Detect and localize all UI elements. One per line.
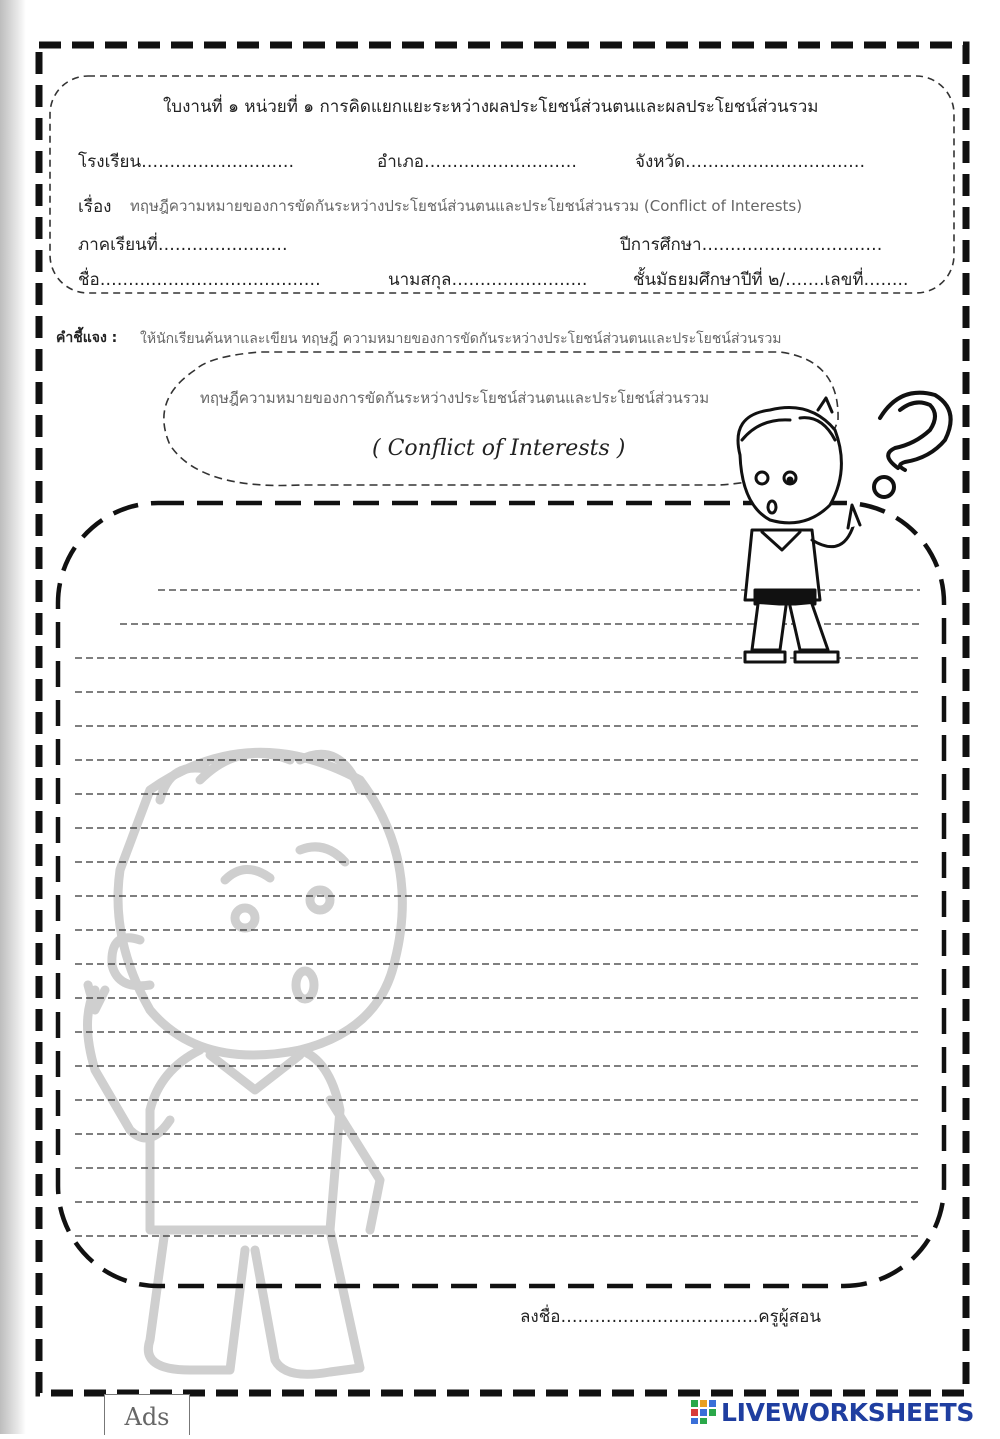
- background-boy-illustration: [88, 752, 403, 1374]
- thought-bubble: [164, 352, 838, 486]
- liveworksheets-brand: LIVEWORKSHEETS: [721, 1397, 975, 1427]
- liveworksheets-icon: [690, 1399, 718, 1425]
- topic-label: เรื่อง: [78, 197, 112, 217]
- bubble-text: ทฤษฎีความหมายของการขัดกันระหว่างประโยชน์ส่วนตนและประโยชน์ส่วนรวม: [200, 389, 710, 407]
- teacher-signature[interactable]: ลงชื่อ……………………………..ครูผู้สอน: [520, 1307, 821, 1327]
- topic-text: ทฤษฎีความหมายของการขัดกันระหว่างประโยชน์ส่วนตนและประโยชน์ส่วนรวม (Conflict of Interests): [130, 197, 803, 215]
- bubble-subtitle: ( Conflict of Interests ): [372, 436, 626, 461]
- district-field[interactable]: อำเภอ………………………: [377, 152, 577, 172]
- instruction-text: ให้นักเรียนค้นหาและเขียน ทฤษฎี ความหมายของการขัดกันระหว่างประโยชน์ส่วนตนและประโยชน์ส่วนรวม: [140, 331, 782, 347]
- academic-year-field[interactable]: ปีการศึกษา………………..…………: [620, 235, 883, 255]
- name-field[interactable]: ชื่อ…………………………………: [78, 270, 321, 290]
- grade-number-field[interactable]: ชั้นมัธยมศึกษาปีที่ ๒/…….เลขที่……..: [633, 270, 909, 290]
- writing-lines: [75, 590, 920, 1236]
- semester-field[interactable]: ภาคเรียนที่………………..…: [78, 235, 288, 255]
- worksheet-title: ใบงานที่ ๑ หน่วยที่ ๑ การคิดแยกแยะระหว่างผลประโยชน์ส่วนตนและผลประโยชน์ส่วนรวม: [163, 97, 819, 117]
- surname-field[interactable]: นามสกุล……………………: [388, 270, 588, 290]
- boy-illustration: [738, 398, 860, 662]
- school-field[interactable]: โรงเรียน………………………: [78, 152, 295, 172]
- question-mark-illustration: [874, 393, 951, 497]
- province-field[interactable]: จังหวัด……..……..………….…: [635, 152, 866, 172]
- instruction-label: คำชี้แจง :: [56, 330, 118, 346]
- ads-button[interactable]: Ads: [104, 1394, 190, 1435]
- liveworksheets-logo[interactable]: [690, 1392, 974, 1432]
